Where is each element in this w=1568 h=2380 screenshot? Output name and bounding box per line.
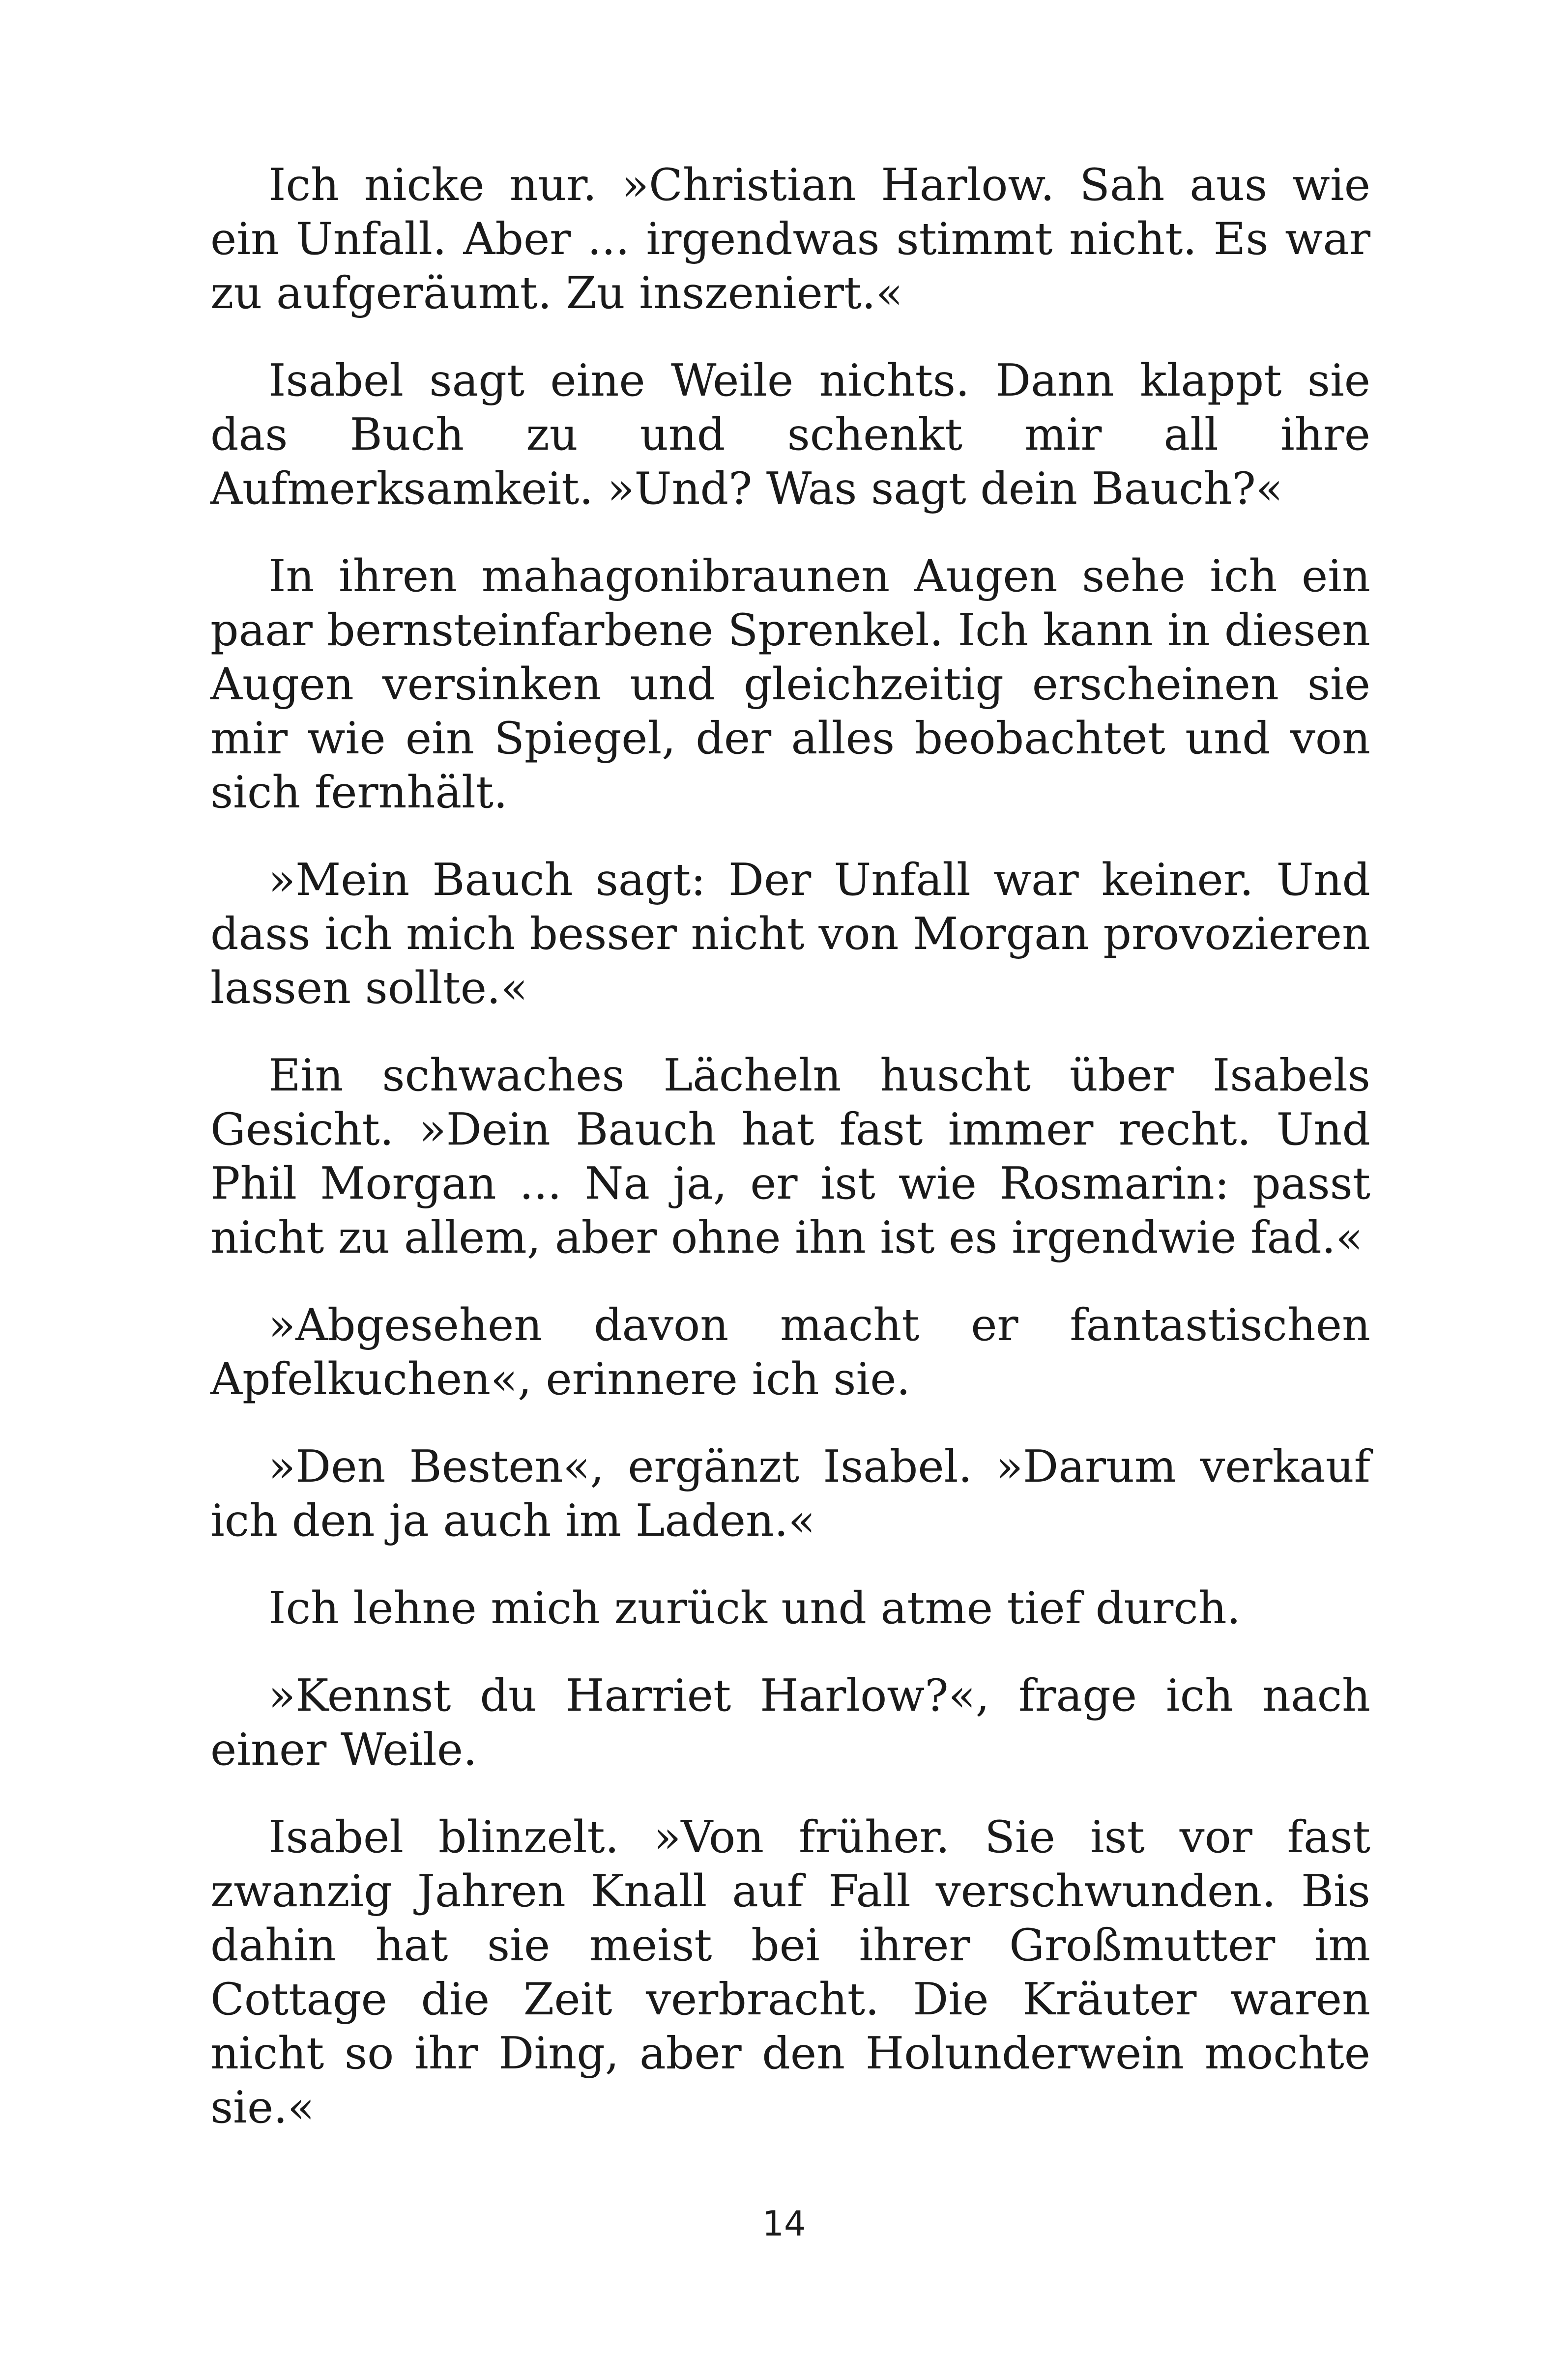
- page-number: 14: [762, 2204, 806, 2244]
- paragraph: Ein schwaches Lächeln huscht über Isabels Gesicht. »Dein Bauch hat fast immer recht. Und Phil Morgan ... Na ja, er ist wie Rosmarin: passt nicht zu allem, aber ohne ihn ist es irgendwie fad.«: [210, 1050, 1370, 1263]
- body-text: [210, 158, 1370, 2168]
- paragraph: »Den Besten«, ergänzt Isabel. »Darum verkauf ich den ja auch im Laden.«: [210, 1441, 1370, 1547]
- paragraph: »Kennst du Harriet Harlow?«, frage ich nach einer Weile.: [210, 1670, 1370, 1776]
- paragraph: Isabel blinzelt. »Von früher. Sie ist vor fast zwanzig Jahren Knall auf Fall verschwunden. Bis dahin hat sie meist bei ihrer Großmutter im Cottage die Zeit verbracht. Die Kräuter waren nicht so ihr Ding, aber den Holunderwein mochte sie.«: [210, 1811, 1370, 2133]
- paragraph: Ich nicke nur. »Christian Harlow. Sah aus wie ein Unfall. Aber ... irgendwas stimmt nicht. Es war zu aufgeräumt. Zu inszeniert.«: [210, 159, 1370, 319]
- paragraph: »Mein Bauch sagt: Der Unfall war keiner. Und dass ich mich besser nicht von Morgan provozieren lassen sollte.«: [210, 854, 1370, 1014]
- paragraph: »Abgesehen davon macht er fantastischen Apfelkuchen«, erinnere ich sie.: [210, 1299, 1370, 1405]
- paragraph: In ihren mahagonibraunen Augen sehe ich ein paar bernsteinfarbene Sprenkel. Ich kann in diesen Augen versinken und gleichzeitig erscheinen sie mir wie ein Spiegel, der alles beobachtet und von sich fernhält.: [210, 550, 1370, 818]
- paragraph: Ich lehne mich zurück und atme tief durch.: [268, 1582, 1241, 1634]
- paragraph: Isabel sagt eine Weile nichts. Dann klappt sie das Buch zu und schenkt mir all ihre Aufmerksamkeit. »Und? Was sagt dein Bauch?«: [210, 355, 1370, 515]
